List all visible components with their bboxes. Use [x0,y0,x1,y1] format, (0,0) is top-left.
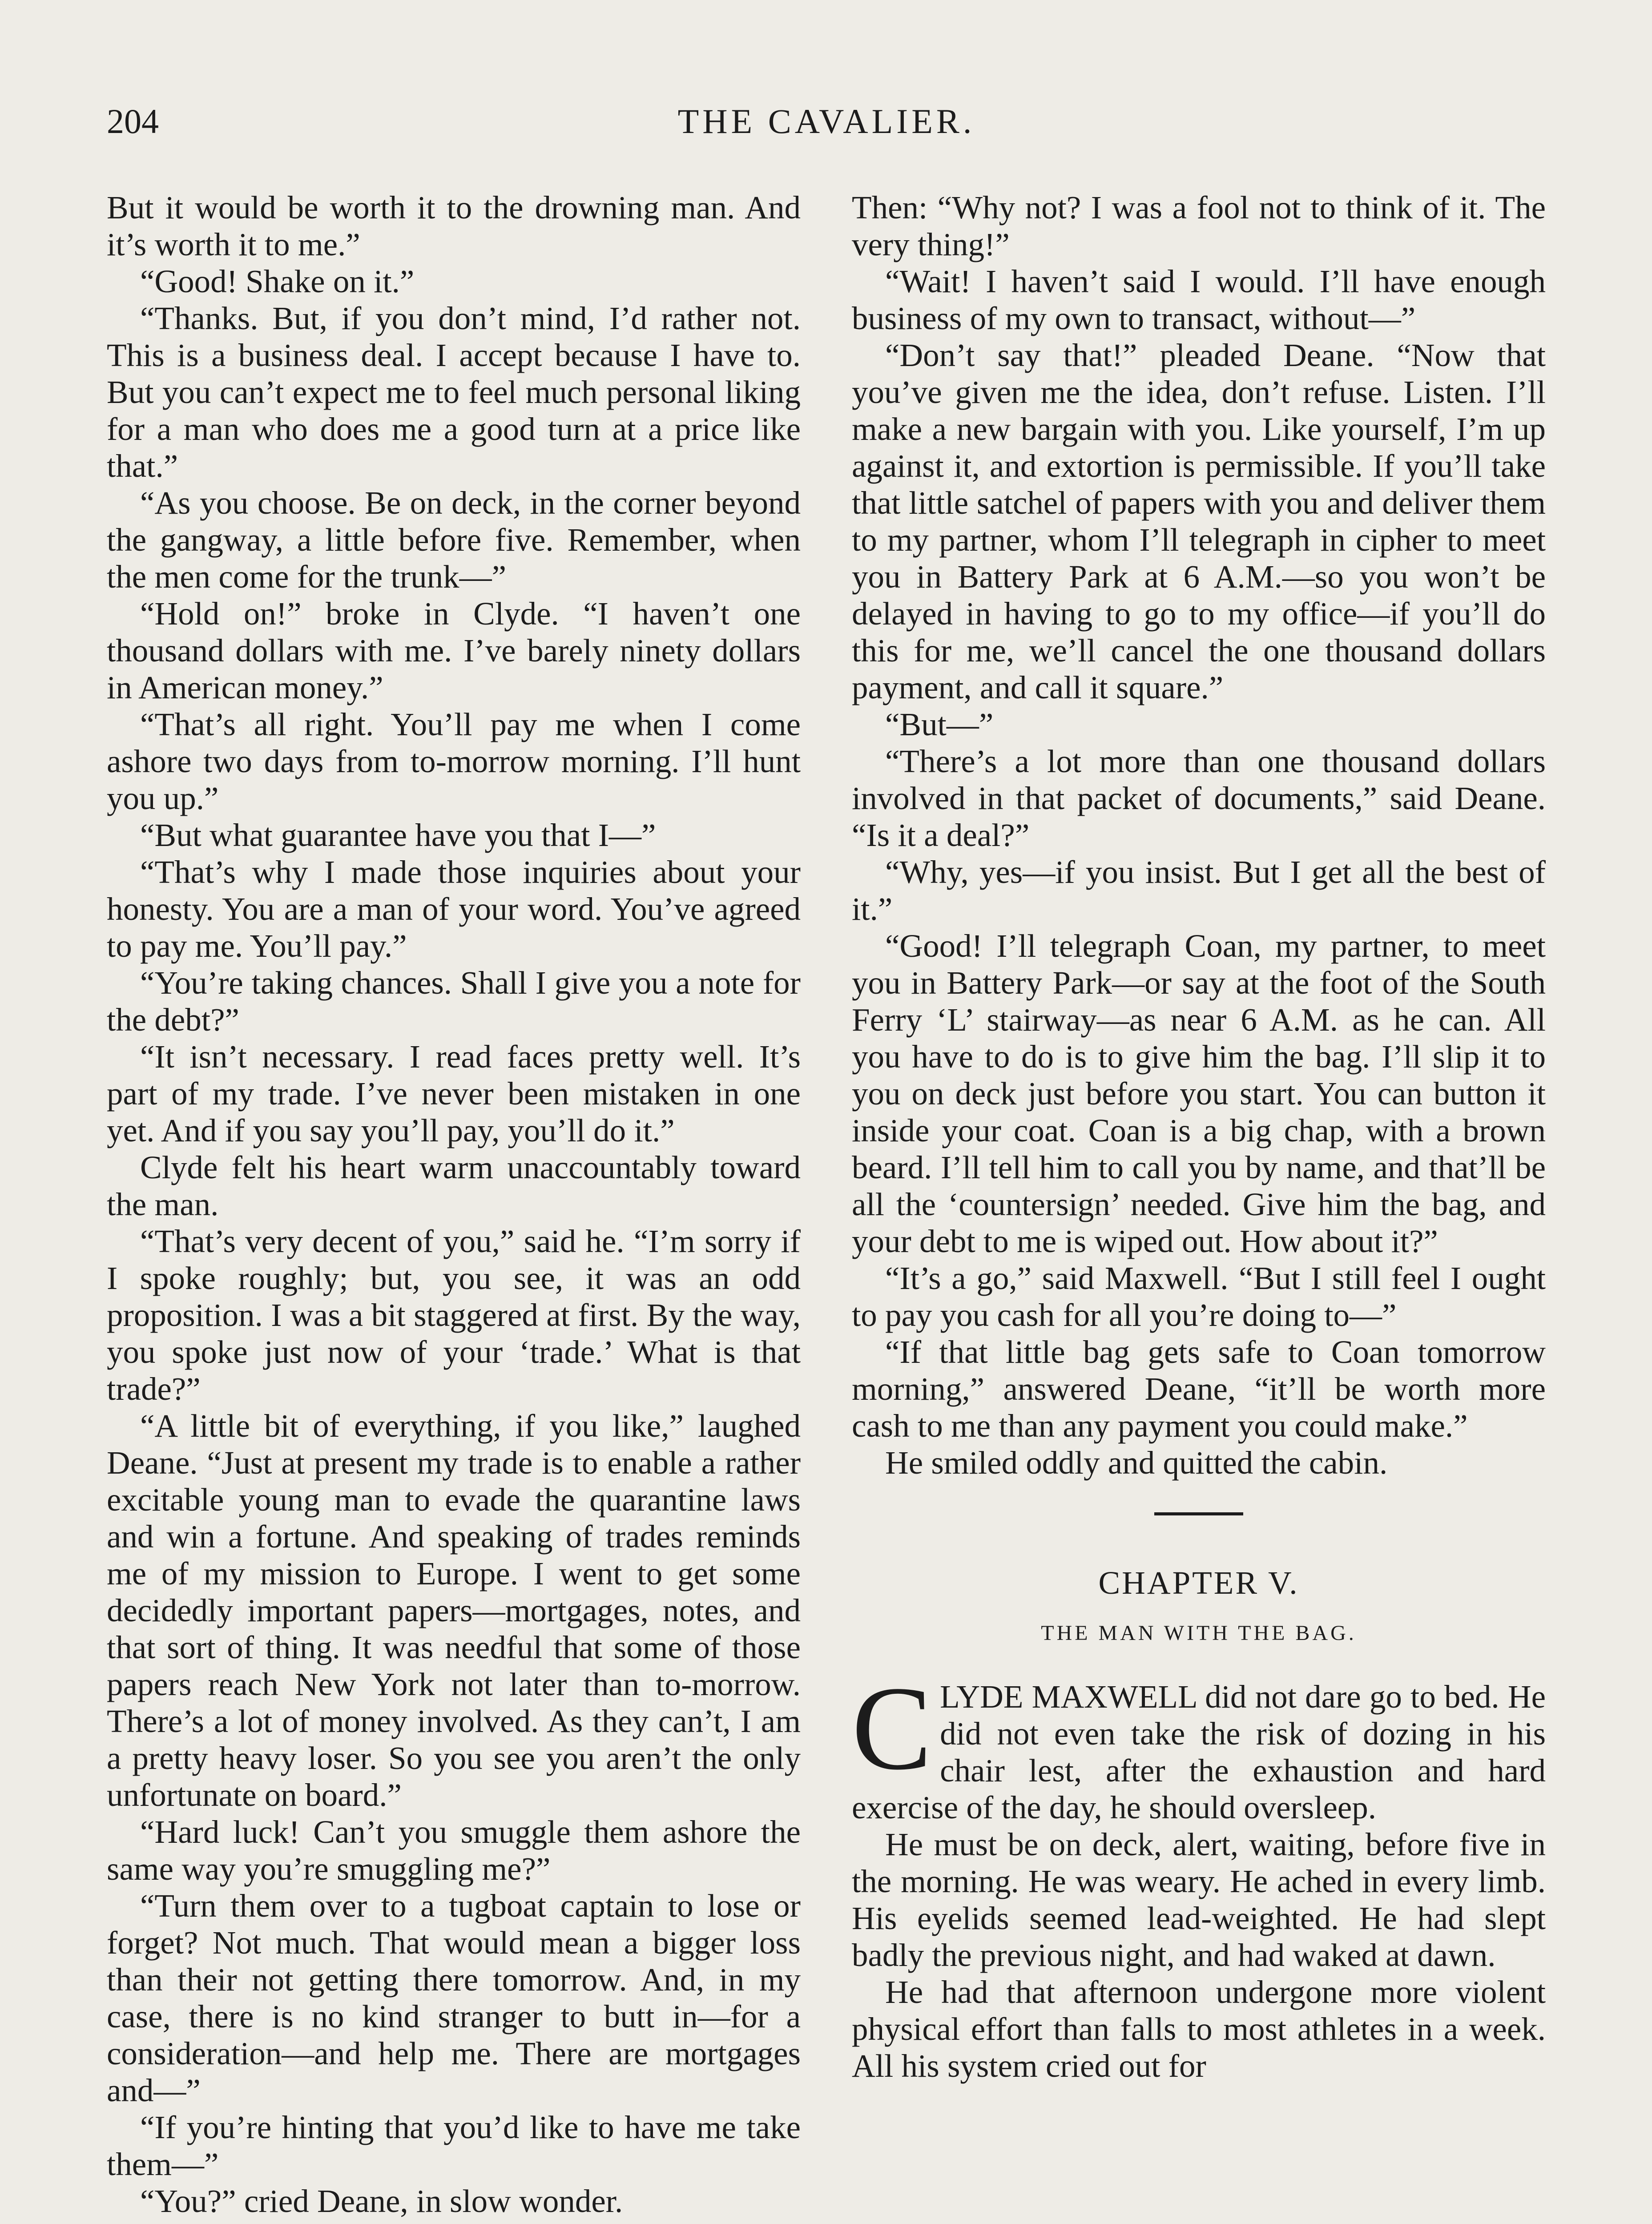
paragraph: “Hard luck! Can’t you smuggle them ashore the same way you’re smuggling me?” [107,1814,801,1887]
section-divider [1154,1512,1243,1515]
paragraph: “A little bit of everything, if you like,” laughed Deane. “Just at present my trade is to enable a rather excitable young man to evade the quarantine laws and win a fortune. And speaking of trades reminds me of my mission to Europe. I went to get some decidedly important papers—mortgages, notes, and that sort of thing. It was needful that some of those papers reach New York not later than to-morrow. There’s a lot of money involved. As they can’t, I am a pretty heavy loser. So you see you aren’t the only unfortunate on board.” [107,1408,801,1813]
paragraph: “You’re taking chances. Shall I give you a note for the debt?” [107,965,801,1038]
paragraph: “If you’re hinting that you’d like to have me take them—” [107,2109,801,2182]
chapter-subtitle: THE MAN WITH THE BAG. [1041,1621,1357,1645]
chapter-title: CHAPTER V. [1098,1565,1299,1601]
paragraph: “It’s a go,” said Maxwell. “But I still feel I ought to pay you cash for all you’re doing to—” [852,1260,1546,1333]
paragraph: “It isn’t necessary. I read faces pretty well. It’s part of my trade. I’ve never been mistaken in one yet. And if you say you’ll pay, you’ll do it.” [107,1039,801,1148]
drop-cap: C [852,1662,932,1795]
paragraph: He had that afternoon undergone more violent physical effort than falls to most athletes in a week. All his system cried out for [852,1974,1546,2084]
paragraph: “You?” cried Deane, in slow wonder. [140,2183,623,2219]
right-column-text [852,189,1546,1481]
right-column [852,189,1546,2084]
paragraph: He must be on deck, alert, waiting, before five in the morning. He was weary. He ached in every limb. His eyelids seemed lead-weighted. He had slept badly the previous night, and had waked at dawn. [852,1826,1546,1973]
running-head: THE CAVALIER. [677,102,975,141]
paragraph: “Good! Shake on it.” [140,263,415,299]
paragraph: “If that little bag gets safe to Coan tomorrow morning,” answered Deane, “it’ll be worth more cash to me than any payment you could make.” [852,1334,1546,1444]
paragraph: “But what guarantee have you that I—” [140,817,656,853]
paragraph: “Good! I’ll telegraph Coan, my partner, to meet you in Battery Park—or say at the foot of the South Ferry ‘L’ stairway—as near 6 A.M. as he can. All you have to do is to give him the bag. I’ll slip it to you on deck just before you start. You can button it inside your coat. Coan is a big chap, with a brown beard. I’ll tell him to call you by name, and that’ll be all the ‘countersign’ needed. Give him the bag, and your debt to me is wiped out. How about it?” [852,928,1546,1259]
paragraph: “But—” [885,706,994,742]
paragraph: He smiled oddly and quitted the cabin. [885,1445,1388,1481]
page-number: 204 [107,102,159,141]
paragraph: “Thanks. But, if you don’t mind, I’d rather not. This is a business deal. I accept because I have to. But you can’t expect me to feel much personal liking for a man who does me a good turn at a price like that.” [107,300,801,484]
paragraph: But it would be worth it to the drowning man. And it’s worth it to me.” [107,189,801,262]
paragraph: “Hold on!” broke in Clyde. “I haven’t one thousand dollars with me. I’ve barely ninety dollars in American money.” [107,596,801,705]
first-paragraph-text: LYDE MAXWELL did not dare go to bed. He did not even take the risk of dozing in his chair lest, after the exhaustion and hard exercise of the day, he should oversleep. [852,1679,1546,1825]
left-column [107,189,801,2220]
paragraph: “Don’t say that!” pleaded Deane. “Now that you’ve given me the idea, don’t refuse. Listen. I’ll make a new bargain with you. Like yourself, I’m up against it, and extortion is permissible. If you’ll take that little satchel of papers with you and deliver them to my partner, whom I’ll telegraph in cipher to meet you in Battery Park at 6 A.M.—so you won’t be delayed in having to go to my office—if you’ll do this for me, we’ll cancel the one thousand dollars payment, and call it square.” [852,337,1546,705]
page-header [107,101,1546,150]
chapter-body [852,1826,1546,2084]
paragraph: Clyde felt his heart warm unaccountably toward the man. [107,1149,801,1222]
paragraph: “Why, yes—if you insist. But I get all the best of it.” [852,854,1546,927]
paragraph: “As you choose. Be on deck, in the corner beyond the gangway, a little before five. Remember, when the men come for the trunk—” [107,485,801,595]
paragraph: “That’s why I made those inquiries about your honesty. You are a man of your word. You’ve agreed to pay me. You’ll pay.” [107,854,801,964]
paragraph: “Turn them over to a tugboat captain to lose or forget? Not much. That would mean a bigger loss than their not getting there tomorrow. And, in my case, there is no kind stranger to butt in—for a consideration—and help me. There are mortgages and—” [107,1888,801,2108]
paragraph: “There’s a lot more than one thousand dollars involved in that packet of documents,” said Deane. “Is it a deal?” [852,743,1546,853]
chapter-first-paragraph [852,1662,1546,1826]
paragraph: “That’s very decent of you,” said he. “I’m sorry if I spoke roughly; but, you see, it was an odd proposition. I was a bit staggered at first. By the way, you spoke just now of your ‘trade.’ What is that trade?” [107,1223,801,1407]
paragraph: “That’s all right. You’ll pay me when I come ashore two days from to-morrow morning. I’ll hunt you up.” [107,706,801,816]
paragraph: “Wait! I haven’t said I would. I’ll have enough business of my own to transact, without—” [852,263,1546,336]
paragraph: Then: “Why not? I was a fool not to think of it. The very thing!” [852,189,1546,262]
